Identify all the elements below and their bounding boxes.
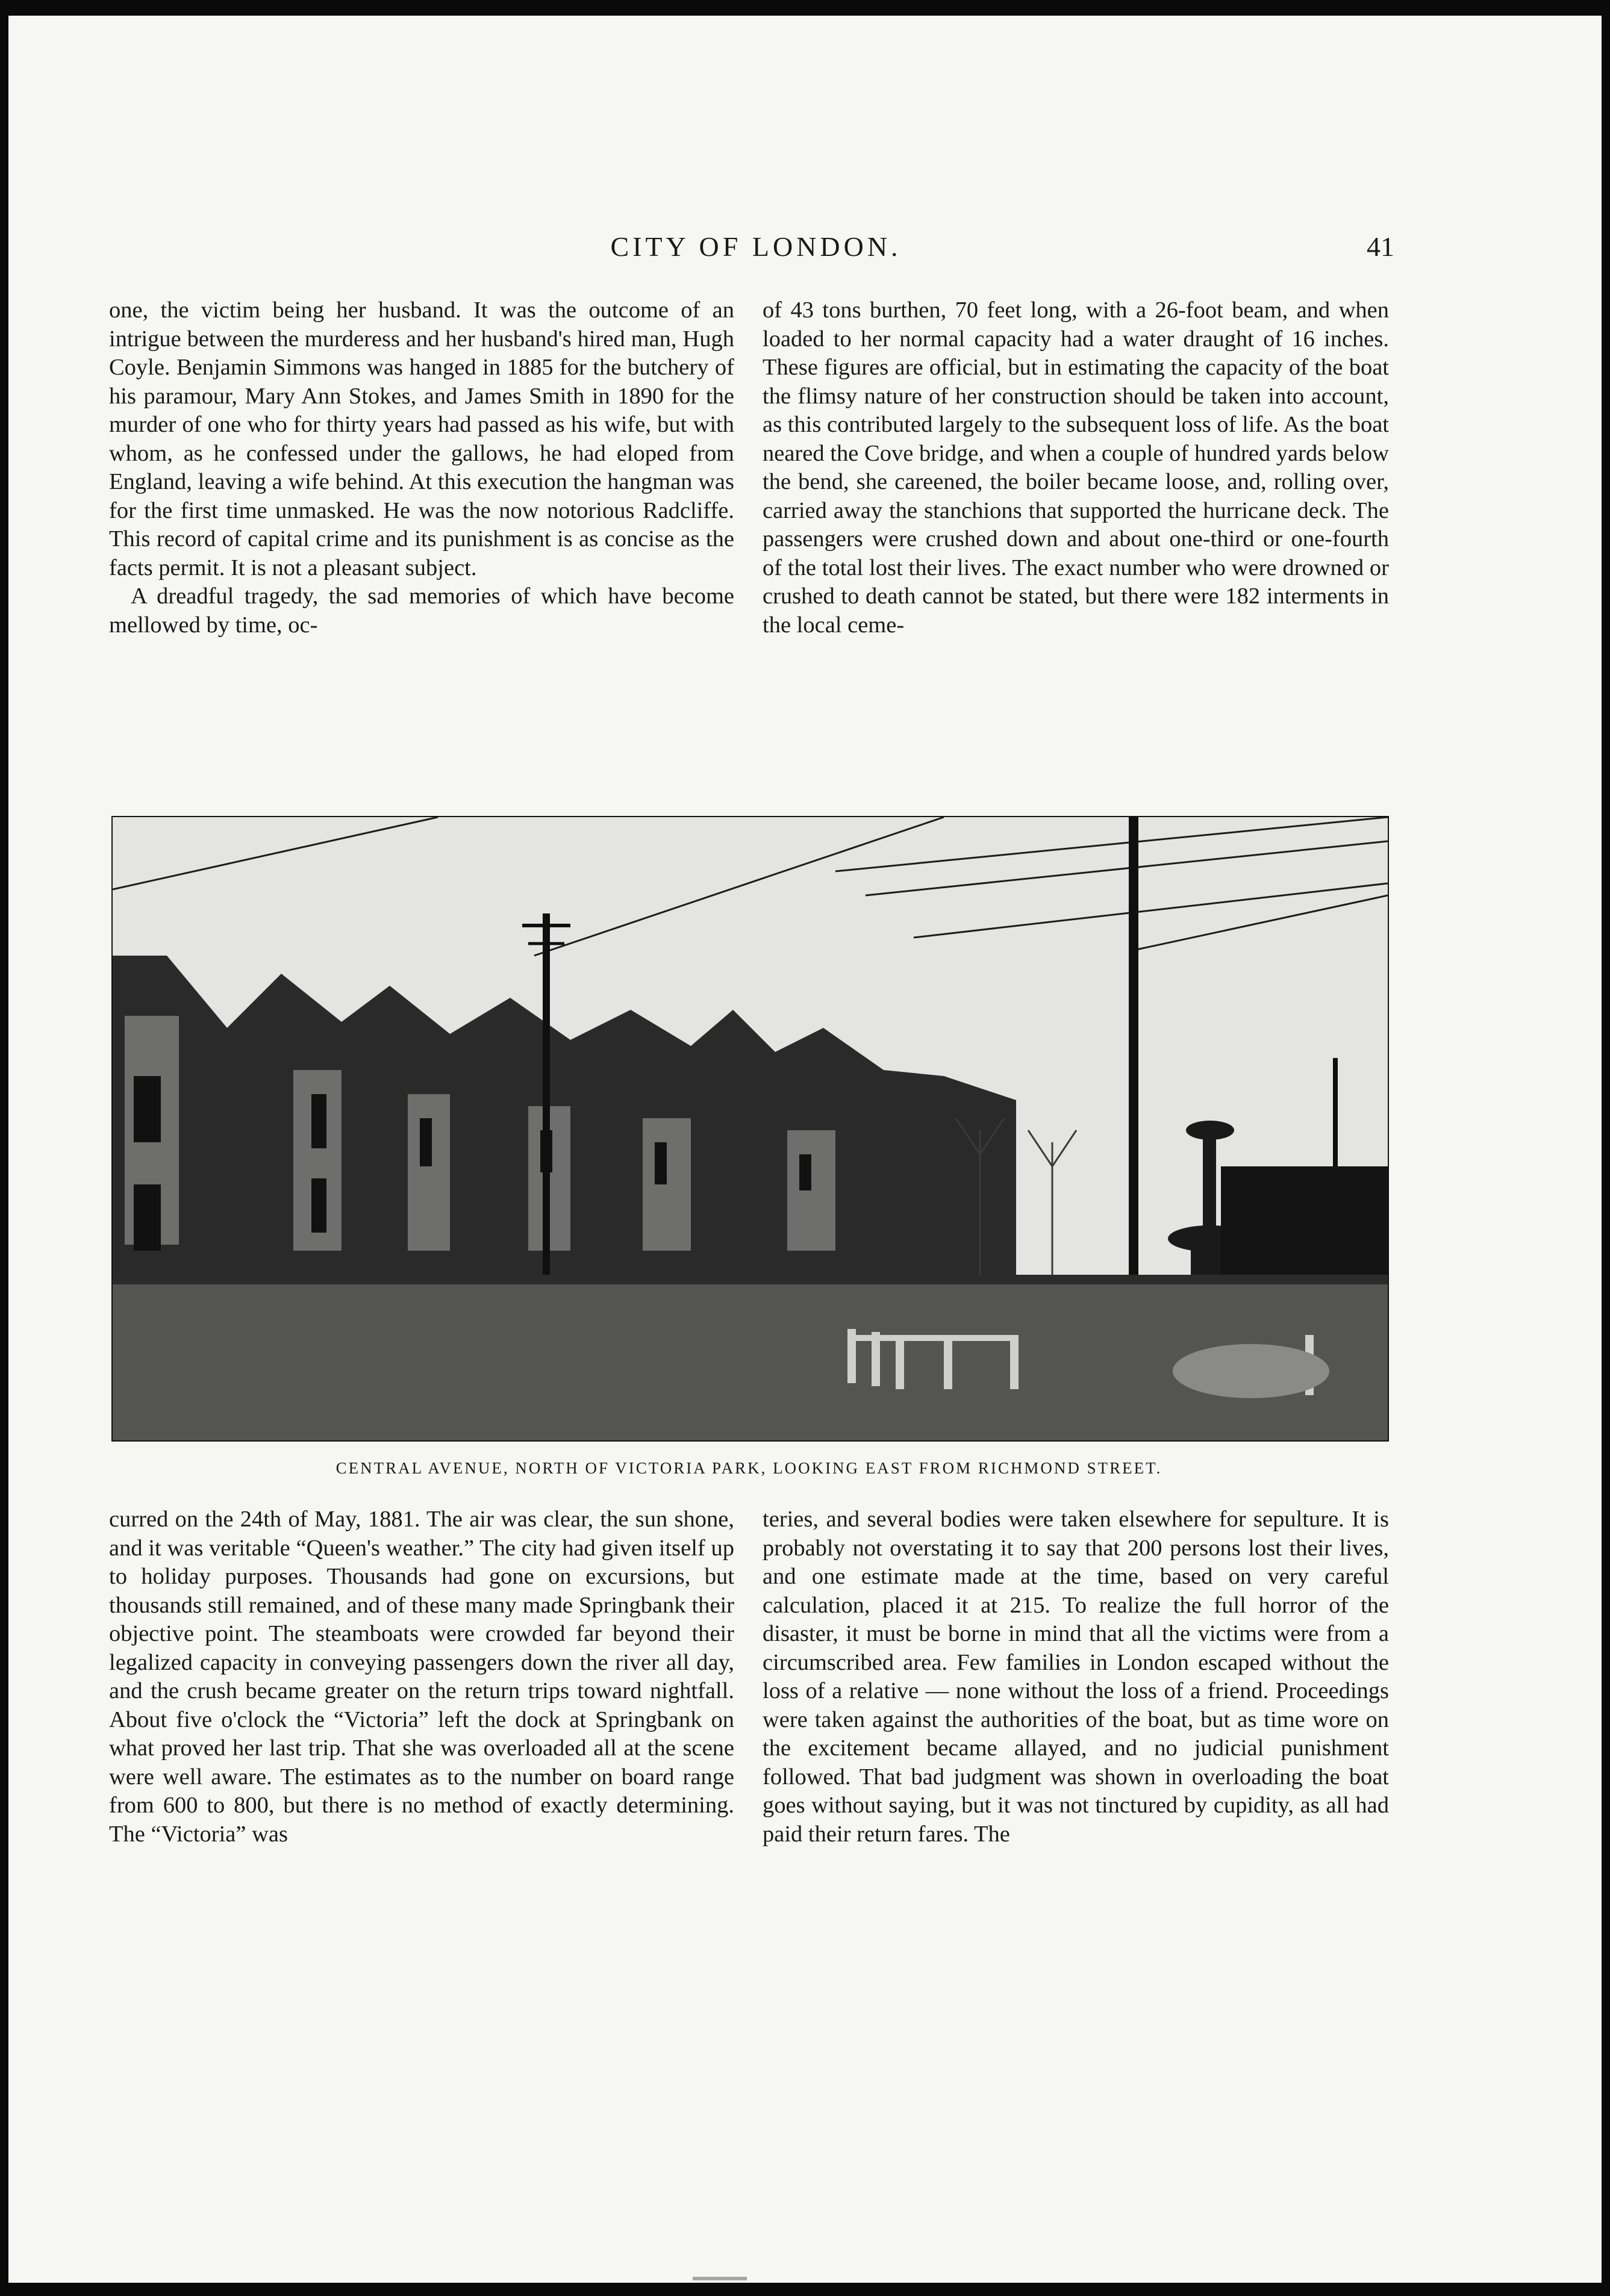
street-photograph [111,816,1389,1442]
paragraph: teries, and several bodies were taken elsewhere for sepulture. It is probably not overstating it to say that 200 persons lost their lives, and one estimate made at the time, based on very careful calculation, placed it at 215. To realize the full horror of the disaster, it must be borne in mind that all the victims were from a circumscribed area. Few families in London escaped without the loss of a relative — none without the loss of a friend. Proceedings were taken against the authorities of the boat, but as time wore on the excitement became allayed, and no judicial punishment followed. That bad judgment was shown in overloading the boat goes without saying, but it was not tinctured by cupidity, as all had paid their return fares. The [763,1507,1389,1847]
scan-border-right [1602,0,1610,2296]
running-head-title: CITY OF LONDON. [610,231,902,262]
text-column-bottom-right [763,1505,1389,2005]
text-column-top-left [109,296,734,808]
page-number: 41 [1367,231,1394,262]
scan-smudge [693,2277,747,2280]
text-column-bottom-left [109,1505,734,2005]
paragraph: A dreadful tragedy, the sad memories of which have become mellowed by time, oc- [109,583,734,638]
photo-caption: CENTRAL AVENUE, NORTH OF VICTORIA PARK, LOOKING EAST FROM RICHMOND STREET. [335,1459,1162,1477]
scan-border-left [0,0,8,2296]
scan-border-bottom [0,2283,1610,2296]
scan-border-top [0,0,1610,16]
paragraph: curred on the 24th of May, 1881. The air was clear, the sun shone, and it was veritable “Queen's weather.” The city had given itself up to holiday purposes. Thousands had gone on excursions, but thousands still remained, and of these many made Springbank their objective point. The steamboats were crowded far beyond their legalized capacity in conveying passengers down the river all day, and the crush became greater on the return trips toward nightfall. About five o'clock the “Victoria” left the dock at Springbank on what proved her last trip. That she was overloaded all at the scene were well aware. The estimates as to the number on board range from 600 to 800, but there is no method of exactly determining. The “Victoria” was [109,1507,734,1847]
paragraph: of 43 tons burthen, 70 feet long, with a 26-foot beam, and when loaded to her normal capacity had a water draught of 16 inches. These figures are official, but in estimating the capacity of the boat the flimsy nature of her construction should be taken into account, as this contributed largely to the subsequent loss of life. As the boat neared the Cove bridge, and when a couple of hundred yards below the bend, she careened, the boiler became loose, and, rolling over, carried away the stanchions that supported the hurricane deck. The passengers were crushed down and about one-third or one-fourth of the total lost their lives. The exact number who were drowned or crushed to death cannot be stated, but there were 182 interments in the local ceme- [763,297,1389,638]
paragraph: one, the victim being her husband. It was the outcome of an intrigue between the murderess and her husband's hired man, Hugh Coyle. Benjamin Simmons was hanged in 1885 for the butchery of his paramour, Mary Ann Stokes, and James Smith in 1890 for the murder of one who for thirty years had passed as his wife, but with whom, as he confessed under the gallows, he had eloped from England, leaving a wife behind. At this execution the hangman was for the first time unmasked. He was the now notorious Radcliffe. This record of capital crime and its punishment is as concise as the facts permit. It is not a pleasant subject. [109,297,734,580]
text-column-top-right [763,296,1389,808]
